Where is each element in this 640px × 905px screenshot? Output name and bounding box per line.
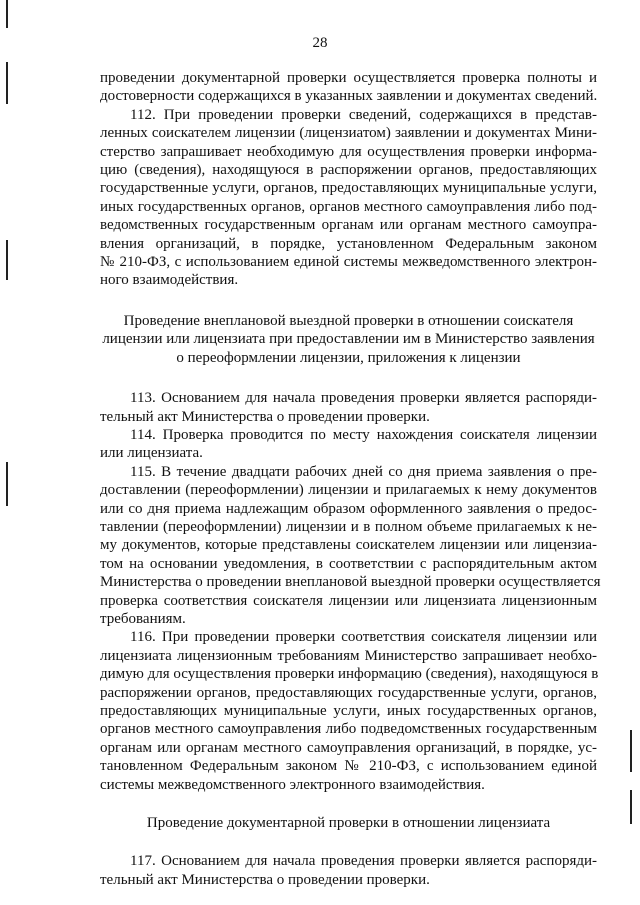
text-line: му документов, которые представлены соискателем лицензии или лицензиа- (100, 537, 597, 554)
text-line: государственные услуги, органов, предоставляющих муниципальные услуги, (100, 180, 597, 197)
text-line: ного взаимодействия. (100, 272, 239, 289)
text-line: стерство запрашивает необходимую для осуществления проверки информа- (100, 143, 597, 160)
text-line: 115. В течение двадцати рабочих дней со дня приема заявления о пре- (130, 463, 597, 480)
text-line: тановленном Федеральным законом № 210-ФЗ, с использованием единой (100, 758, 597, 775)
text-line: или со дня приема надлежащим образом оформленного заявления о предос- (100, 500, 597, 517)
text-line: 117. Основанием для начала проведения проверки является распоряди- (130, 853, 597, 870)
paragraph-115 (100, 463, 601, 629)
heading-line: лицензии или лицензиата при предоставлении им в Министерство заявления (102, 331, 595, 348)
text-line: доставлении (переоформлении) лицензии и прилагаемых к нему документов (100, 482, 597, 499)
heading-line: Проведение внеплановой выездной проверки в отношении соискателя (123, 312, 574, 329)
text-line: вления организаций, в порядке, установленном Федеральным законом (100, 235, 597, 252)
scan-mark-left-3 (6, 462, 8, 506)
scan-mark-right-2 (630, 790, 632, 824)
text-line: димую для осуществления проверки информацию (сведения), находящуюся в (100, 666, 599, 683)
paragraph-112 (100, 106, 597, 290)
section-heading-documentary-inspection (100, 814, 597, 832)
paragraph-117 (100, 852, 597, 889)
scan-mark-left-1 (6, 62, 8, 104)
paragraph-113 (100, 389, 597, 426)
document-body (100, 69, 601, 889)
text-line: 116. При проведении проверки соответствия соискателя лицензии или (130, 629, 597, 646)
scan-mark-left-top (6, 0, 8, 28)
text-line: Министерства о проведении внеплановой выездной проверки осуществляется (100, 574, 601, 591)
paragraph-intro (100, 69, 597, 106)
text-line: требованиям. (100, 610, 186, 627)
section-heading-unscheduled-inspection (100, 312, 597, 367)
text-line: тавлении (переоформлении) лицензии и в полном объеме прилагаемых к не- (100, 518, 597, 535)
text-line: органов местного самоуправления либо подведомственных государственным (100, 721, 597, 738)
text-line: ведомственных государственным органам или органам местного самоупра- (100, 217, 597, 234)
text-line: проверка соответствия соискателя лицензии или лицензиата лицензионным (100, 592, 597, 609)
text-line: или лицензиата. (100, 445, 203, 462)
scan-mark-right-1 (630, 730, 632, 772)
text-line: иных государственных органов, органов местного самоуправления либо под- (100, 198, 597, 215)
page-number: 28 (312, 35, 328, 51)
text-line: лицензиата лицензионным требованиям Министерство запрашивает необхо- (100, 647, 597, 664)
heading-line: Проведение документарной проверки в отношении лицензиата (146, 815, 551, 832)
text-line: распоряжении органов, предоставляющих государственные услуги, органов, (100, 684, 597, 701)
scan-mark-left-2 (6, 240, 8, 280)
text-line: достоверности содержащихся в указанных заявлении и документах сведений. (100, 88, 598, 105)
text-line: тельный акт Министерства о проведении проверки. (100, 871, 430, 888)
text-line: № 210-ФЗ, с использованием единой системы межведомственного электрон- (100, 254, 597, 271)
text-line: органам или органам местного самоуправления организаций, в порядке, ус- (100, 739, 597, 756)
text-line: цию (сведения), находящуюся в распоряжении органов, предоставляющих (100, 162, 597, 179)
text-line: ленных соискателем лицензии (лицензиатом) заявлении и документах Мини- (100, 125, 597, 142)
paragraph-116 (100, 628, 597, 794)
paragraph-114 (100, 426, 597, 463)
heading-line: о переоформлении лицензии, приложения к лицензии (176, 349, 521, 366)
text-line: проведении документарной проверки осуществляется проверка полноты и (100, 70, 597, 86)
text-line: предоставляющих муниципальные услуги, иных государственных органов, (100, 703, 597, 719)
text-line: том на основании уведомления, в соответствии с распорядительным актом (100, 555, 597, 572)
text-line: 114. Проверка проводится по месту нахождения соискателя лицензии (130, 426, 597, 443)
text-line: 113. Основанием для начала проведения проверки является распоряди- (130, 390, 597, 407)
text-line: системы межведомственного электронного взаимодействия. (100, 776, 485, 793)
text-line: тельный акт Министерства о проведении проверки. (100, 408, 430, 425)
text-line: 112. При проведении проверки сведений, содержащихся в представ- (130, 106, 597, 123)
